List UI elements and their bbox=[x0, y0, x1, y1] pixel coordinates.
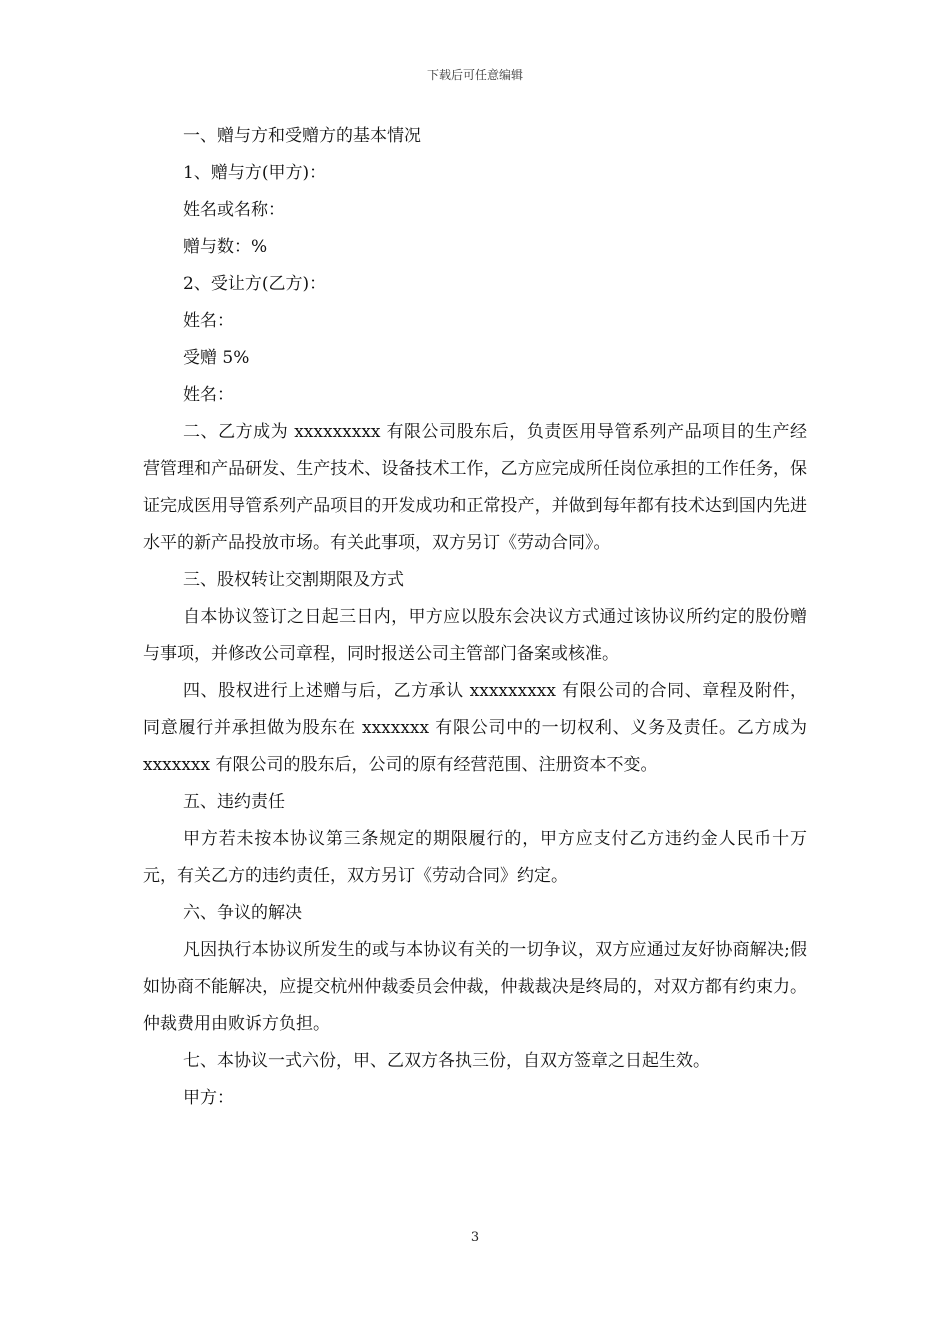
section-3-heading: 三、股权转让交割期限及方式 bbox=[183, 570, 404, 590]
section-6-paragraph: 凡因执行本协议所发生的或与本协议有关的一切争议，双方应通过友好协商解决;假如协商不能解决，应提交杭州仲裁委员会仲裁，仲裁裁决是终局的，对双方都有约束力。仲裁费用由败诉方负担。 bbox=[143, 940, 807, 1034]
section-3-paragraph: 自本协议签订之日起三日内，甲方应以股东会决议方式通过该协议所约定的股份赠与事项，并修改公司章程，同时报送公司主管部门备案或核准。 bbox=[143, 607, 807, 664]
section-1-heading: 一、赠与方和受赠方的基本情况 bbox=[183, 126, 421, 146]
document-body bbox=[143, 118, 807, 1117]
recipient-heading: 2、受让方(乙方)： bbox=[183, 274, 327, 294]
page-number: 3 bbox=[470, 1230, 480, 1245]
section-6-heading: 六、争议的解决 bbox=[183, 903, 302, 923]
section-4-paragraph: 四、股权进行上述赠与后，乙方承认 xxxxxxxxx 有限公司的合同、章程及附件，同意履行并承担做为股东在 xxxxxxx 有限公司中的一切权利、义务及责任。乙方成为 xxxxxxx 有限公司的股东后，公司的原有经营范围、注册资本不变。 bbox=[143, 681, 807, 775]
section-7-paragraph: 七、本协议一式六份，甲、乙双方各执三份，自双方签章之日起生效。 bbox=[183, 1051, 710, 1071]
donation-amount-field: 赠与数：% bbox=[183, 237, 268, 257]
donor-heading: 1、赠与方(甲方)： bbox=[183, 163, 327, 183]
page-header: 下载后可任意编辑 bbox=[426, 68, 523, 82]
donor-name-field: 姓名或名称： bbox=[183, 200, 285, 220]
received-share-field: 受赠 5% bbox=[183, 348, 250, 368]
section-2-paragraph: 二、乙方成为 xxxxxxxxx 有限公司股东后，负责医用导管系列产品项目的生产经营管理和产品研发、生产技术、设备技术工作，乙方应完成所任岗位承担的工作任务，保证完成医用导管系列产品项目的开发成功和正常投产，并做到每年都有技术达到国内先进水平的新产品投放市场。有关此事项，双方另订《劳动合同》。 bbox=[143, 422, 807, 553]
recipient-name-field-1: 姓名： bbox=[183, 311, 234, 331]
section-5-paragraph: 甲方若未按本协议第三条规定的期限履行的，甲方应支付乙方违约金人民币十万元，有关乙方的违约责任，双方另订《劳动合同》约定。 bbox=[143, 829, 807, 886]
recipient-name-field-2: 姓名： bbox=[183, 385, 234, 405]
section-5-heading: 五、违约责任 bbox=[183, 792, 285, 812]
party-a-signature-line: 甲方： bbox=[183, 1088, 234, 1108]
